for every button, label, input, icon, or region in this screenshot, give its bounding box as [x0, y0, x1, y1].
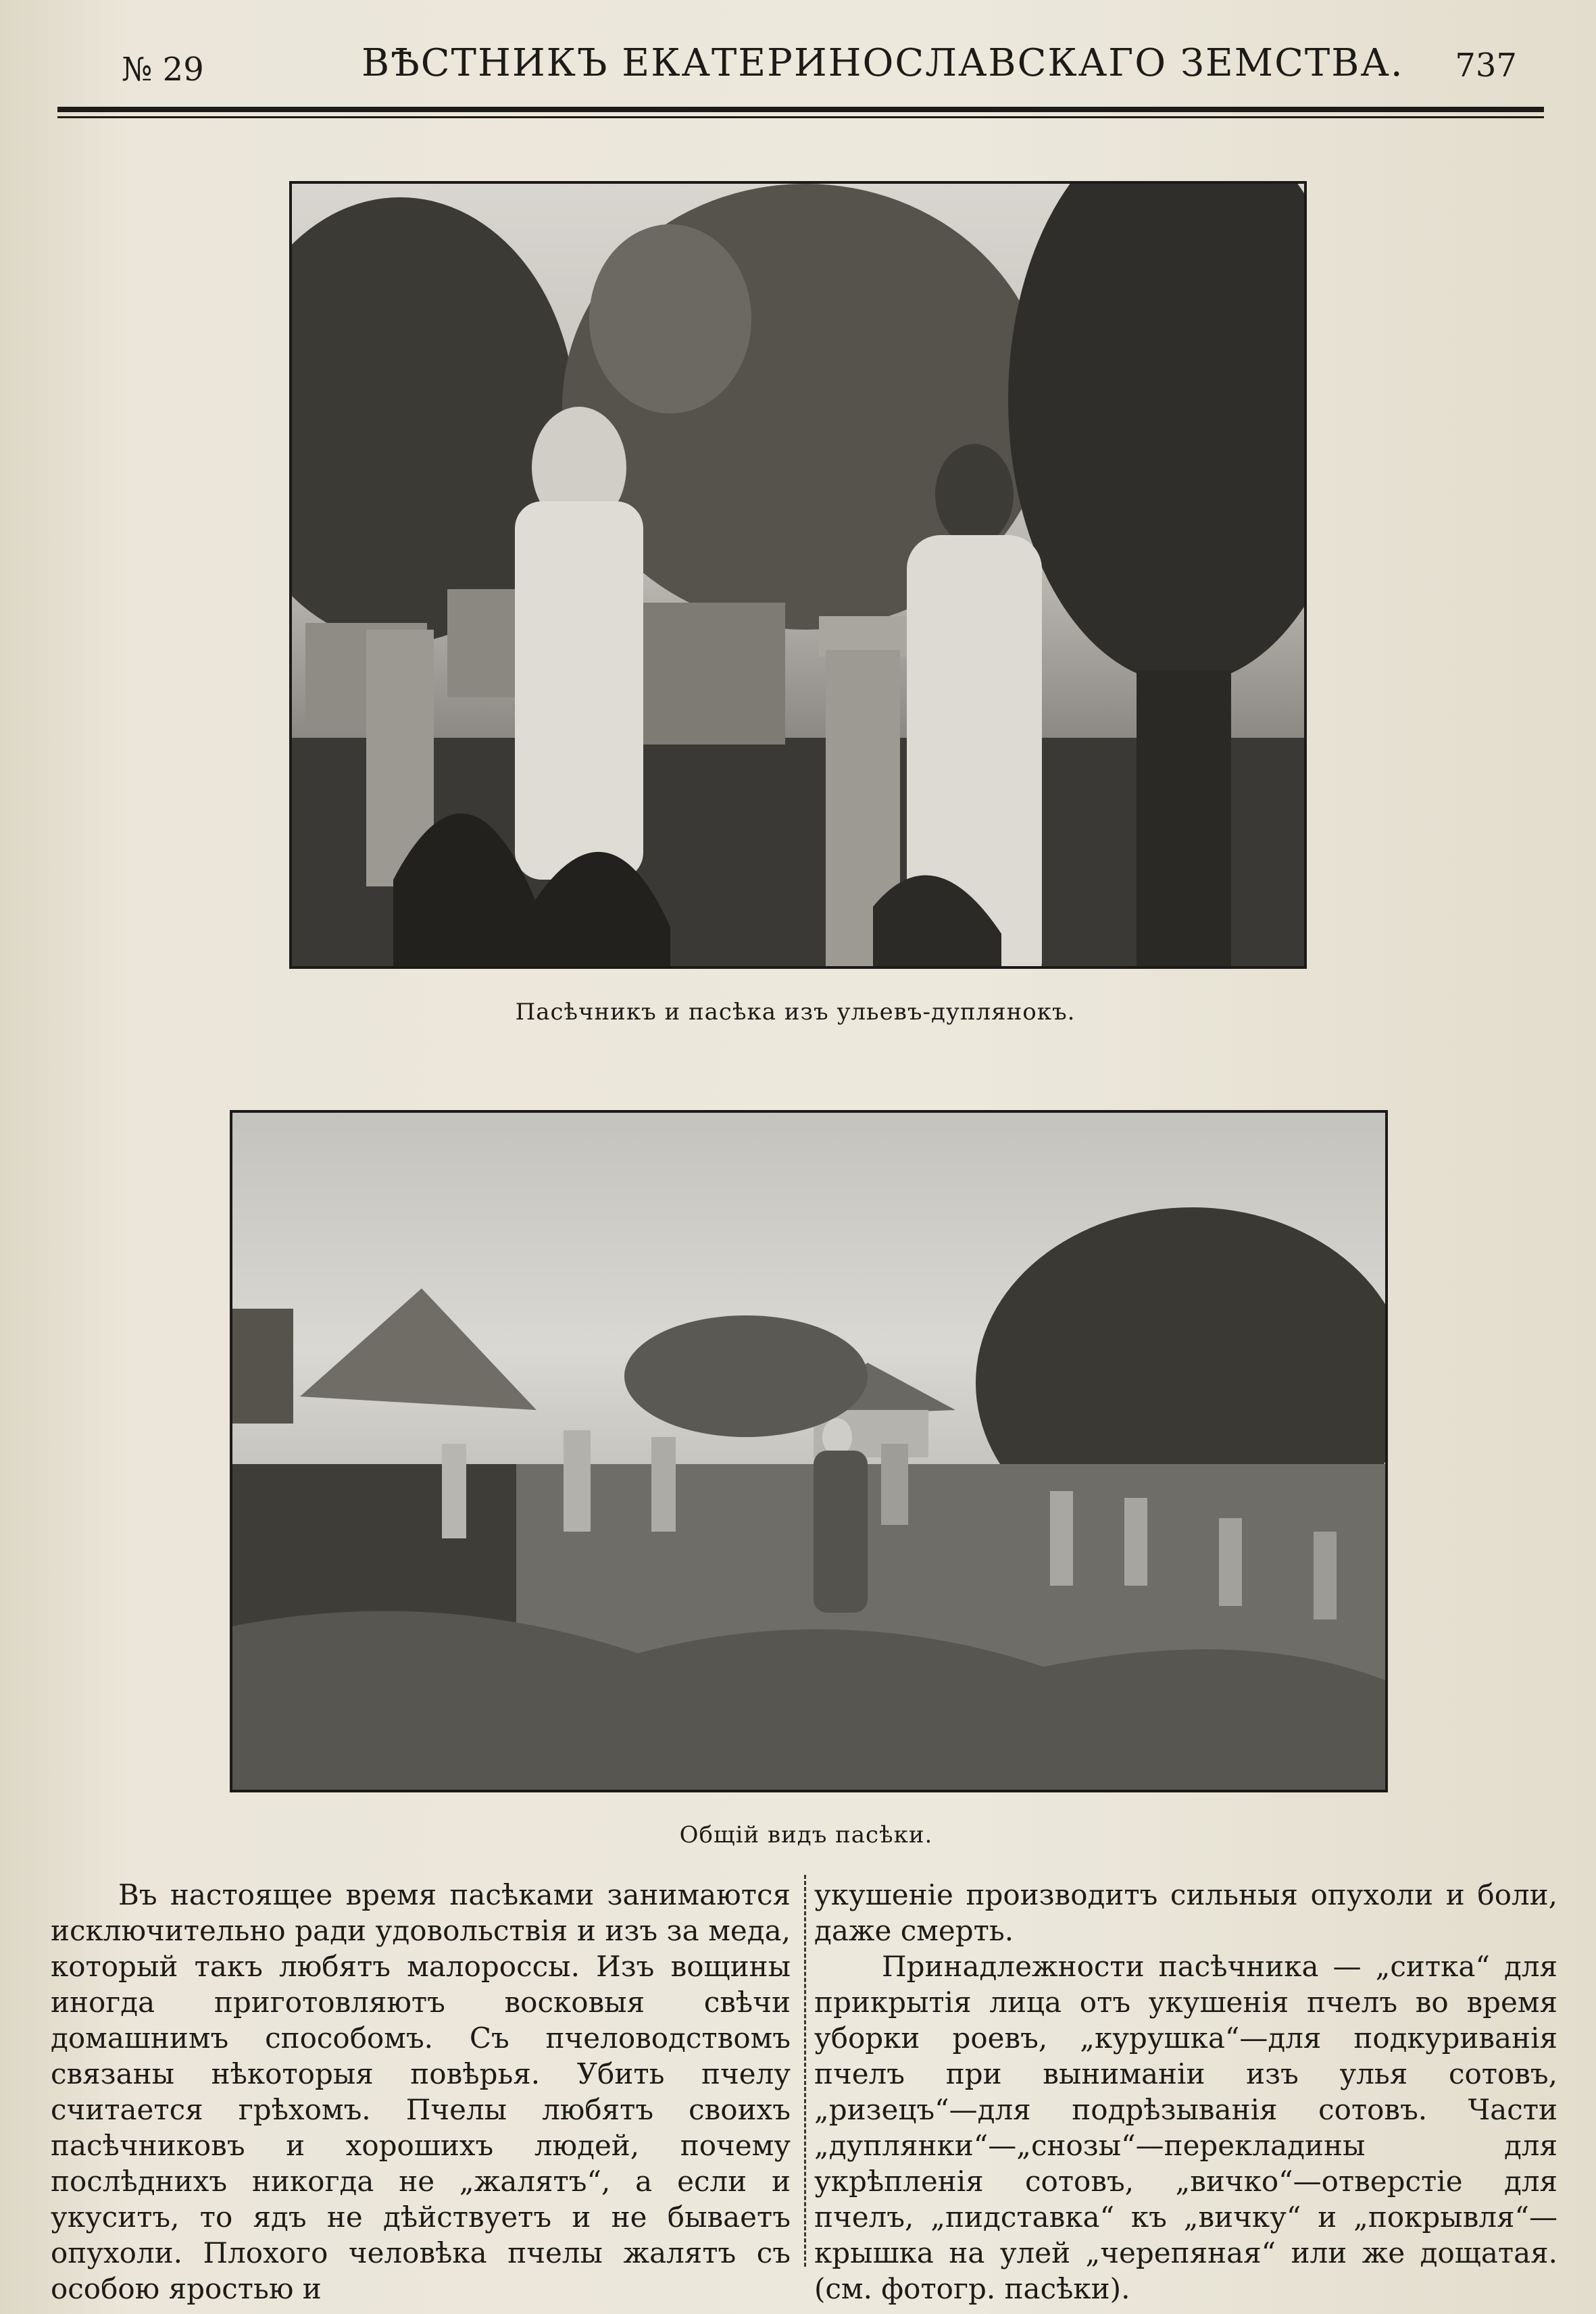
- header-rule-thin: [57, 116, 1544, 118]
- photo-apiary-view-image: [232, 1113, 1385, 1790]
- photo-beekeeper-image: [292, 184, 1304, 966]
- paragraph: укушеніе производитъ сильныя опухоли и боли, даже смерть.: [814, 1878, 1557, 1947]
- paragraph: Принадлежности пасѣчника — „ситка“ для прикрытія лица отъ укушенія пчелъ во время уборки роевъ, „курушка“—для подкуриванія пчелъ при выниманіи изъ улья сотовъ, „ризецъ“—для подрѣзыванія сотовъ. Части „дуплянки“—„снозы“—перекладины для укрѣпленія сотовъ, „вичко“—отверстіе для пчелъ, „пидставка“ къ „вичку“ и „покрывля“—крышка на улей „черепяная“ или же дощатая. (см. фотогр. пасѣки).: [814, 1950, 1557, 2305]
- column-divider: [804, 1875, 806, 2267]
- paragraph: Въ настоящее время пасѣками занимаются исключительно ради удовольствія и изъ за меда, который такъ любятъ малороссы. Изъ вощины иногда приготовляютъ восковыя свѣчи домашнимъ способомъ. Съ пчеловодствомъ связаны нѣкоторыя повѣрья. Убить пчелу считается грѣхомъ. Пчелы любятъ своихъ пасѣчниковъ и хорошихъ людей, почему послѣднихъ никогда не „жалятъ“, а если и укуситъ, то ядъ не дѣйствуетъ и не бываетъ опухоли. Плохого человѣка пчелы жалятъ съ особою яростью и: [51, 1878, 791, 2305]
- text-column-right: [814, 1877, 1557, 2307]
- page-number: 737: [1455, 47, 1517, 84]
- photo-apiary-view: [230, 1110, 1388, 1792]
- caption-apiary-view: Общій видъ пасѣки.: [679, 1821, 933, 1848]
- photo-beekeeper: [289, 181, 1307, 969]
- header-rule-thick: [57, 107, 1544, 112]
- page-header: [54, 37, 1544, 98]
- journal-title: ВѢСТНИКЪ ЕКАТЕРИНОСЛАВСКАГО ЗЕМСТВА.: [361, 41, 1404, 85]
- text-column-left: [51, 1877, 791, 2307]
- issue-number: № 29: [122, 51, 204, 89]
- caption-beekeeper: Пасѣчникъ и пасѣка изъ ульевъ-дуплянокъ.: [515, 999, 1076, 1026]
